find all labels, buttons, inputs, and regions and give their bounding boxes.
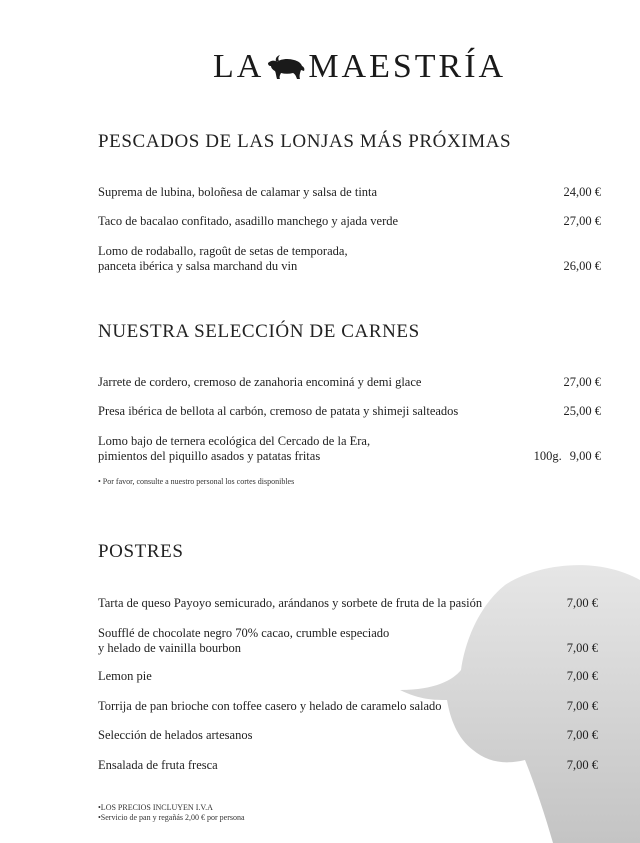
item-line: Lemon pie — [98, 669, 152, 683]
item-price — [534, 449, 601, 464]
section-title-carnes: NUESTRA SELECCIÓN DE CARNES — [98, 321, 420, 342]
item-price: 7,00 € — [566, 669, 598, 683]
menu-item — [98, 669, 598, 684]
item-price-value: 9,00 € — [569, 449, 601, 463]
brand-name-left: LA — [213, 48, 265, 85]
item-price: 27,00 € — [563, 375, 601, 389]
item-line: Presa ibérica de bellota al carbón, cremoso de patata y shimeji salteados — [98, 404, 459, 418]
item-line: Torrija de pan brioche con toffee casero y helado de caramelo salado — [98, 699, 442, 713]
brand-name-right: MAESTRÍA — [308, 48, 507, 85]
menu-item — [98, 404, 601, 419]
item-price: 7,00 € — [566, 728, 598, 742]
menu-item — [98, 699, 598, 714]
item-price: 24,00 € — [563, 185, 601, 199]
item-line: Tarta de queso Payoyo semicurado, arándanos y sorbete de fruta de la pasión — [98, 596, 483, 610]
footer-notes — [98, 803, 245, 823]
item-line: Ensalada de fruta fresca — [98, 758, 218, 772]
item-price: 7,00 € — [566, 699, 598, 713]
footer-bread-note: •Servicio de pan y regañás 2,00 € por persona — [98, 813, 245, 822]
menu-item — [98, 758, 598, 773]
cuts-note: • Por favor, consulte a nuestro personal los cortes disponibles — [98, 477, 295, 486]
item-line: Suprema de lubina, boloñesa de calamar y salsa de tinta — [98, 185, 378, 199]
item-price: 27,00 € — [563, 214, 601, 228]
menu-item — [98, 434, 601, 464]
menu-item — [98, 728, 598, 743]
item-line: Selección de helados artesanos — [98, 728, 253, 742]
item-line: Lomo bajo de ternera ecológica del Cercado de la Era, — [98, 434, 371, 448]
item-quantity: 100g. — [533, 449, 562, 463]
item-price: 26,00 € — [563, 259, 601, 273]
item-line: Soufflé de chocolate negro 70% cacao, crumble especiado — [98, 626, 390, 640]
menu-item — [98, 375, 601, 390]
item-line: Lomo de rodaballo, ragoût de setas de temporada, — [98, 244, 348, 258]
item-line: Taco de bacalao confitado, asadillo manchego y ajada verde — [98, 214, 399, 228]
item-price: 7,00 € — [566, 641, 598, 655]
item-line: pimientos del piquillo asados y patatas fritas — [98, 449, 321, 463]
item-price: 7,00 € — [566, 596, 598, 610]
menu-item — [98, 185, 601, 200]
item-price: 25,00 € — [563, 404, 601, 418]
footer-vat-note: •LOS PRECIOS INCLUYEN I.V.A — [98, 803, 213, 812]
item-line: Jarrete de cordero, cremoso de zanahoria encominá y demi glace — [98, 375, 422, 389]
menu-item — [98, 626, 598, 656]
item-line: panceta ibérica y salsa marchand du vin — [98, 259, 298, 273]
item-line: y helado de vainilla bourbon — [98, 641, 242, 655]
bull-icon — [266, 54, 306, 80]
section-title-pescados: PESCADOS DE LAS LONJAS MÁS PRÓXIMAS — [98, 131, 512, 152]
section-title-postres: POSTRES — [98, 541, 184, 562]
brand-logo — [213, 47, 506, 87]
menu-item — [98, 596, 598, 611]
menu-item — [98, 244, 601, 274]
menu-item — [98, 214, 601, 229]
item-price: 7,00 € — [566, 758, 598, 772]
